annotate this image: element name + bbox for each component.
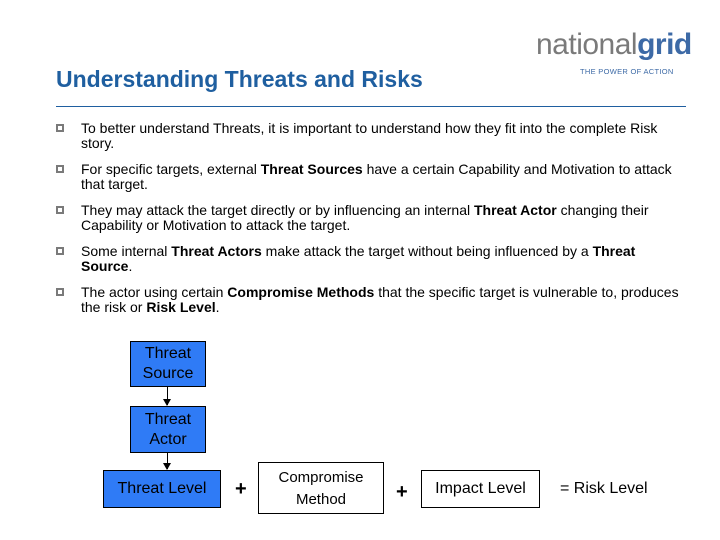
threat-level-box: Threat Level <box>103 470 221 508</box>
square-bullet-icon <box>56 165 64 173</box>
slide-title: Understanding Threats and Risks <box>56 66 423 92</box>
bullet-text: that the specific target is vulnerable to, produces the risk or <box>81 284 679 315</box>
bullet-text: have a certain Capability and Motivation to attack that target. <box>81 161 672 192</box>
bullet-text: . <box>215 299 220 315</box>
bullet-item <box>56 203 686 233</box>
bullet-text: make attack the target without being influenced by a <box>261 243 593 259</box>
square-bullet-icon <box>56 288 64 296</box>
logo-wordmark <box>536 30 696 60</box>
bullet-bold-term: Threat Actor <box>473 202 557 218</box>
bullet-text: To better understand Threats, it is important to understand how they fit into the complete Risk story. <box>81 120 658 151</box>
threat-actor-box: Threat Actor <box>130 406 206 453</box>
plus-sign-2: + <box>396 481 408 503</box>
bullet-item <box>56 121 686 151</box>
bullet-bold-term: Threat Source <box>81 243 636 274</box>
impact-level-box: Impact Level <box>421 470 540 508</box>
title-divider <box>56 106 686 107</box>
compromise-method-box: Compromise Method <box>258 462 384 514</box>
bullet-text: They may attack the target directly or by influencing an internal <box>81 202 474 218</box>
arrow-source-to-actor <box>167 387 168 405</box>
nationalgrid-logo <box>536 28 696 76</box>
bullet-bold-term: Threat Sources <box>260 161 363 177</box>
bullet-text: changing their Capability or Motivation to attack the target. <box>81 202 649 233</box>
bullet-bold-term: Threat Actors <box>171 243 262 259</box>
bullet-text: . <box>128 258 133 274</box>
bullet-text: The actor using certain <box>81 284 228 300</box>
bullet-list <box>56 121 686 326</box>
square-bullet-icon <box>56 124 64 132</box>
plus-sign-1: + <box>235 478 247 500</box>
square-bullet-icon <box>56 206 64 214</box>
arrow-actor-to-level <box>167 453 168 469</box>
bullet-text: For specific targets, external <box>81 161 261 177</box>
bullet-text: Some internal <box>81 243 172 259</box>
bullet-item <box>56 162 686 192</box>
threat-source-box: Threat Source <box>130 341 206 387</box>
logo-word-national: national <box>536 28 638 61</box>
bullet-item <box>56 285 686 315</box>
bullet-bold-term: Risk Level <box>146 299 216 315</box>
logo-word-grid: grid <box>637 28 692 61</box>
risk-level-result: = Risk Level <box>560 480 648 497</box>
square-bullet-icon <box>56 247 64 255</box>
logo-tagline: THE POWER OF ACTION <box>580 67 674 76</box>
bullet-item <box>56 244 686 274</box>
bullet-bold-term: Compromise Methods <box>227 284 375 300</box>
